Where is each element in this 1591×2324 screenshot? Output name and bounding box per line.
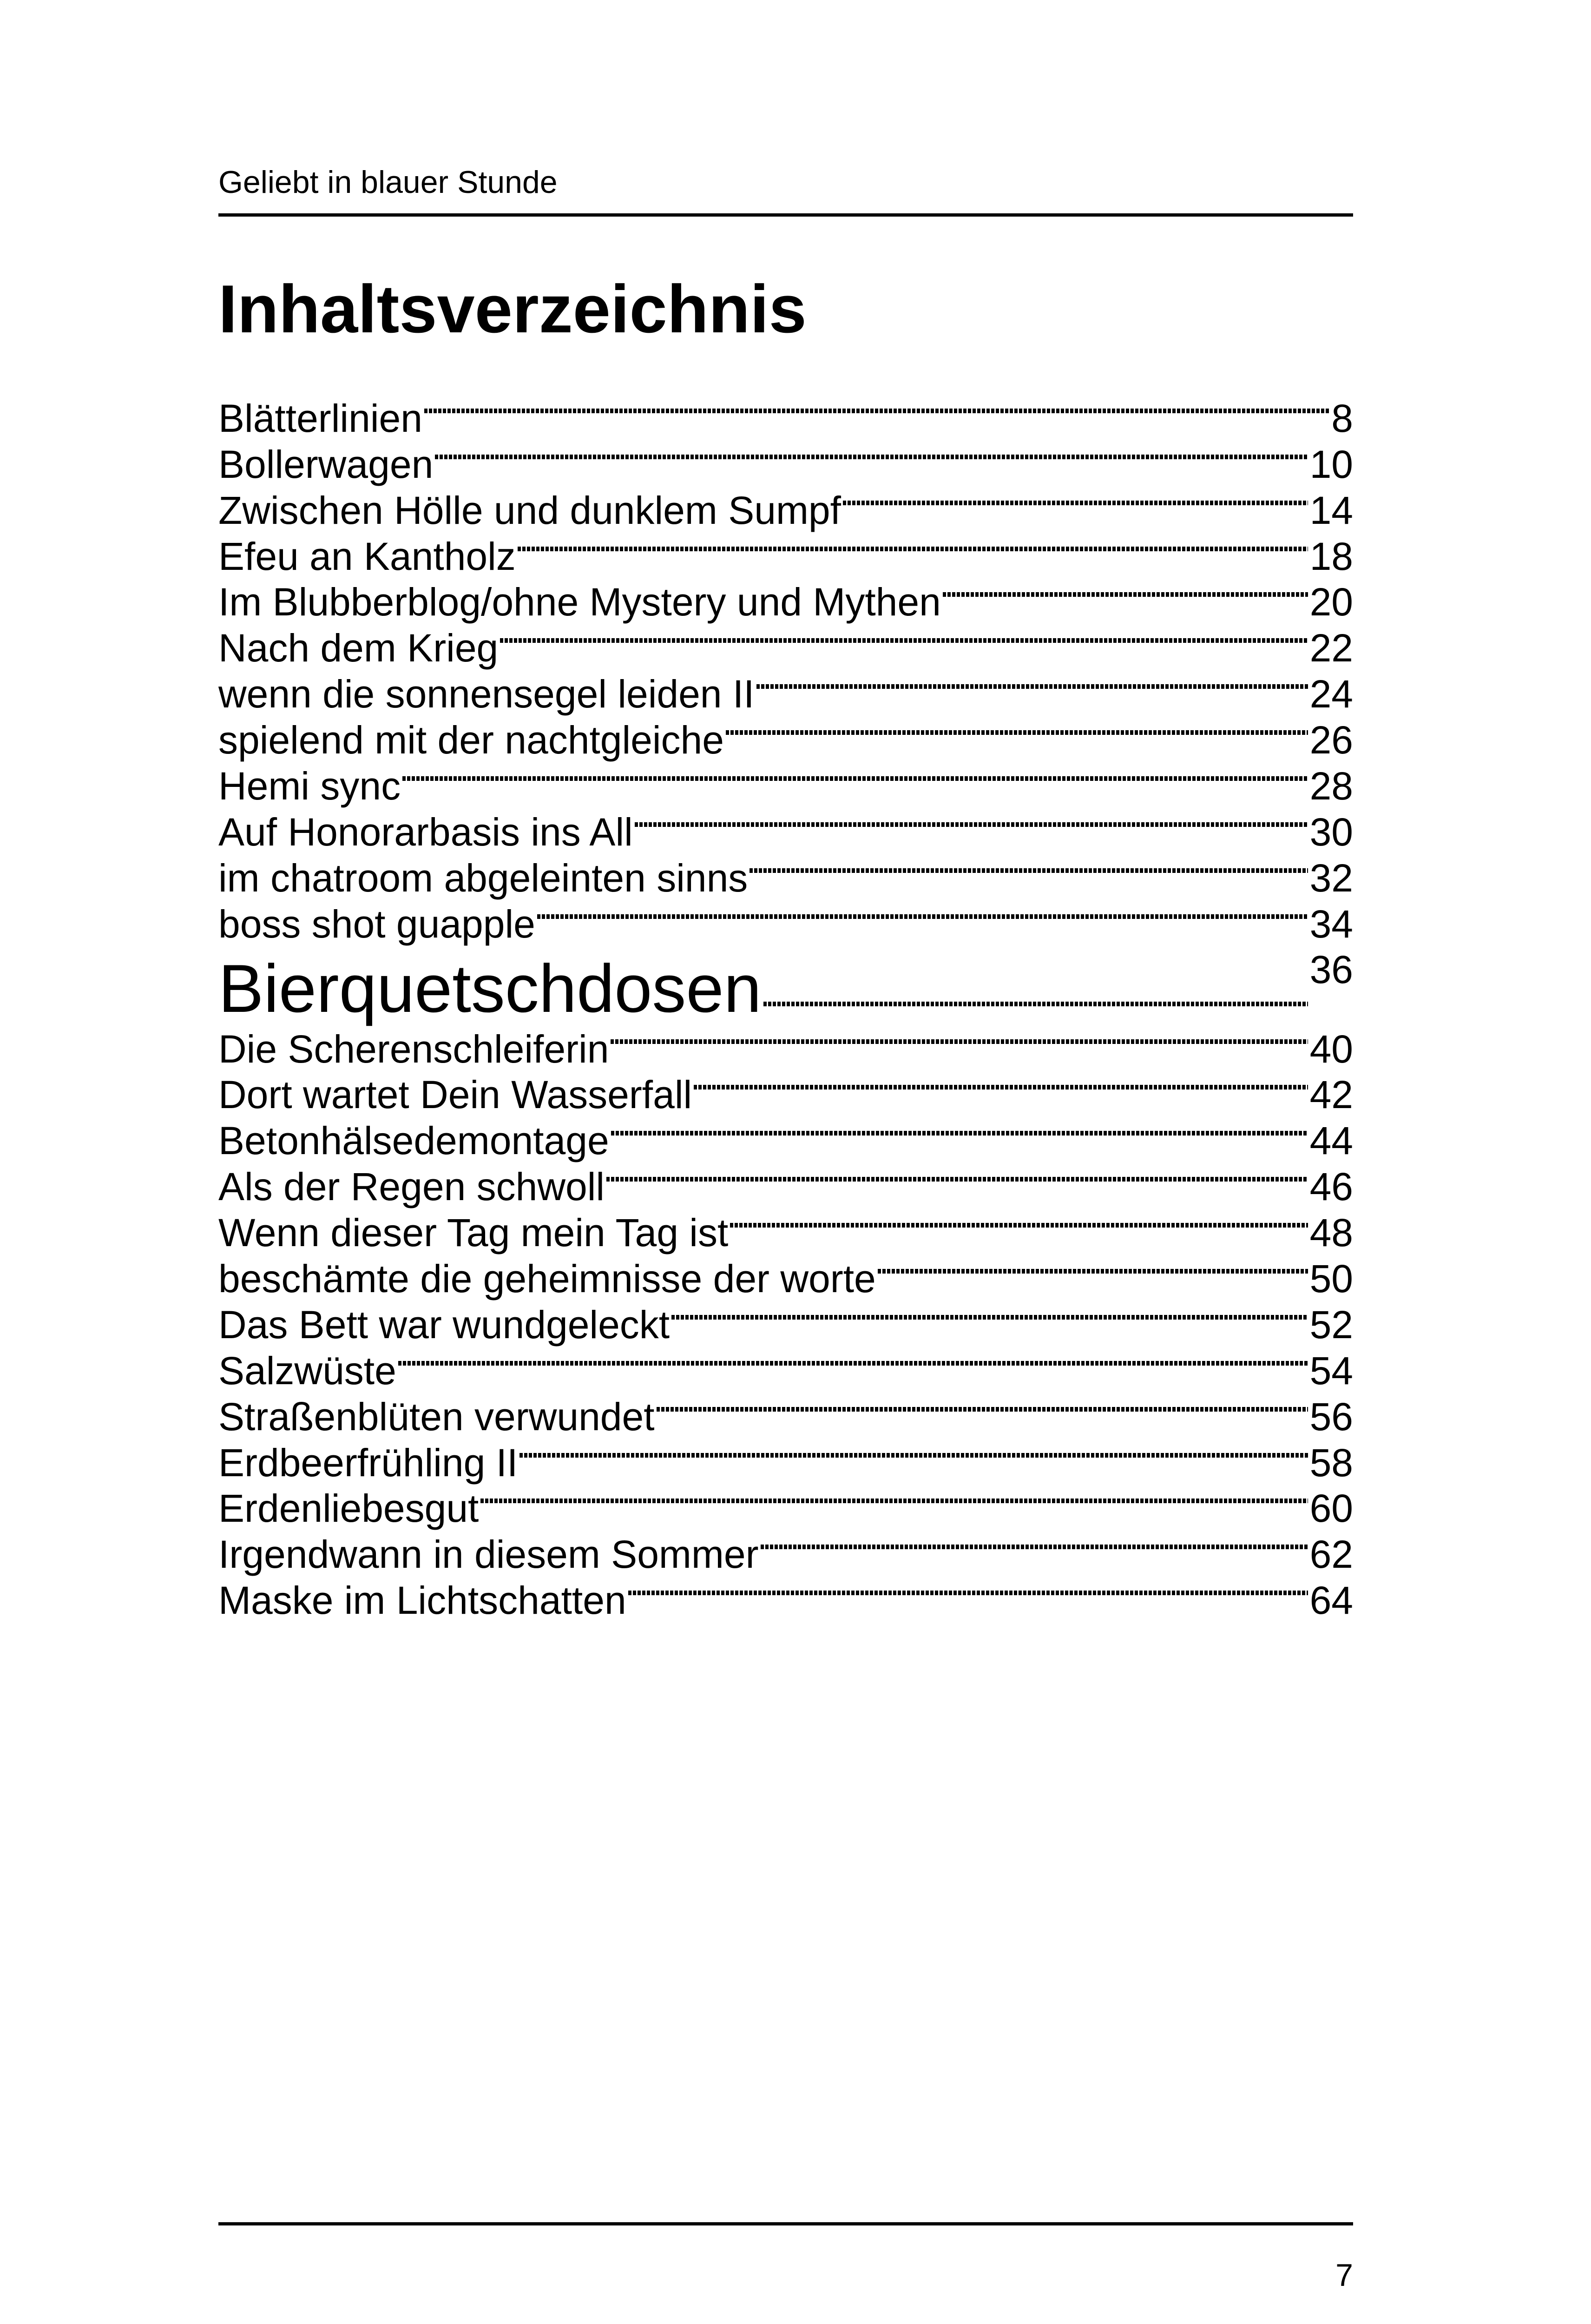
toc-entry-page: 28 — [1309, 764, 1353, 808]
toc-entry — [218, 1301, 1353, 1347]
toc-entry — [218, 1163, 1353, 1209]
toc-entry-title: beschämte die geheimnisse der worte — [218, 1257, 876, 1301]
toc-dot-leader — [943, 592, 1308, 597]
footer-rule — [218, 2222, 1353, 2225]
toc-entry — [218, 1209, 1353, 1255]
toc-dot-leader — [730, 1223, 1308, 1228]
toc-entry-title: Betonhälsedemontage — [218, 1119, 609, 1163]
toc-dot-leader — [628, 1591, 1308, 1595]
toc-dot-leader — [726, 730, 1308, 735]
toc-entry-page: 48 — [1309, 1211, 1353, 1255]
running-header-title: Geliebt in blauer Stunde — [218, 165, 558, 200]
toc-entry-page: 24 — [1309, 672, 1353, 716]
toc-entry-page: 44 — [1309, 1119, 1353, 1163]
toc-entry-title: Hemi sync — [218, 764, 401, 808]
toc-dot-leader — [398, 1361, 1308, 1366]
toc-entry — [218, 1531, 1353, 1577]
toc-entry-title: boss shot guapple — [218, 902, 535, 946]
toc-entry — [218, 441, 1353, 487]
toc-entry-page: 56 — [1309, 1394, 1353, 1439]
toc-entry-page: 52 — [1309, 1302, 1353, 1347]
toc-entry-title: Maske im Lichtschatten — [218, 1578, 626, 1623]
toc-entry-page: 46 — [1309, 1165, 1353, 1209]
toc-entry-page: 34 — [1309, 902, 1353, 946]
toc-entry-page: 64 — [1309, 1578, 1353, 1623]
toc-entry-title: Irgendwann in diesem Sommer — [218, 1532, 759, 1577]
toc-entry-page: 26 — [1309, 718, 1353, 762]
toc-entry — [218, 901, 1353, 947]
toc-dot-leader — [518, 547, 1308, 551]
toc-entry-page: 36 — [1309, 947, 1353, 991]
toc-dot-leader — [519, 1453, 1308, 1458]
toc-dot-leader — [500, 638, 1308, 643]
toc-entry-title: Zwischen Hölle und dunklem Sumpf — [218, 488, 841, 532]
toc-entry — [218, 855, 1353, 901]
toc-dot-leader — [756, 684, 1308, 689]
toc-entry-title: Straßenblüten verwundet — [218, 1394, 655, 1439]
toc-entry-title: Dort wartet Dein Wasserfall — [218, 1073, 692, 1117]
toc-dot-leader — [402, 776, 1308, 781]
toc-entry — [218, 1026, 1353, 1072]
toc-entry — [218, 533, 1353, 579]
toc-entry-title: spielend mit der nachtgleiche — [218, 718, 724, 762]
toc-dot-leader — [843, 501, 1308, 505]
toc-dot-leader — [749, 868, 1308, 873]
toc-dot-leader — [635, 822, 1308, 827]
toc-entry-title: Erdenliebesgut — [218, 1486, 479, 1531]
toc-dot-leader — [480, 1499, 1308, 1503]
toc-dot-leader — [657, 1407, 1308, 1412]
toc-entry-page: 30 — [1309, 810, 1353, 854]
toc-entry-page: 8 — [1331, 396, 1353, 440]
toc-entry — [218, 1255, 1353, 1301]
toc-dot-leader — [694, 1085, 1308, 1089]
toc-entry-page: 62 — [1309, 1532, 1353, 1577]
toc-entry — [218, 809, 1353, 855]
toc-entry-page: 40 — [1309, 1027, 1353, 1071]
toc-entry — [218, 717, 1353, 763]
toc-entry-page: 10 — [1309, 442, 1353, 486]
toc-entry-page: 22 — [1309, 626, 1353, 670]
toc-entry-page: 54 — [1309, 1348, 1353, 1393]
toc-entry — [218, 1393, 1353, 1439]
toc-entry — [218, 763, 1353, 809]
toc-entry-page: 50 — [1309, 1257, 1353, 1301]
toc-entry-title: Im Blubberblog/ohne Mystery und Mythen — [218, 580, 941, 624]
toc-entry-title: Bierquetschdosen — [218, 950, 762, 1026]
toc-dot-leader — [435, 455, 1308, 459]
toc-entry-title: Das Bett war wundgeleckt — [218, 1302, 670, 1347]
toc-entry — [218, 1072, 1353, 1118]
toc-entry-title: im chatroom abgeleinten sinns — [218, 856, 748, 900]
toc-entry-page: 20 — [1309, 580, 1353, 624]
toc-entry — [218, 487, 1353, 533]
page-title: Inhaltsverzeichnis — [218, 271, 807, 347]
toc-entry-title: Blätterlinien — [218, 396, 422, 440]
toc-dot-leader — [537, 914, 1308, 919]
toc-entry-page: 18 — [1309, 534, 1353, 578]
toc-entry-title: Salzwüste — [218, 1348, 396, 1393]
toc-entry-title: Wenn dieser Tag mein Tag ist — [218, 1211, 729, 1255]
toc-entry — [218, 671, 1353, 717]
toc-dot-leader — [878, 1269, 1308, 1274]
toc-entry-title: wenn die sonnensegel leiden II — [218, 672, 755, 716]
toc-entry — [218, 579, 1353, 625]
table-of-contents — [218, 395, 1353, 1623]
toc-entry — [218, 395, 1353, 441]
toc-entry — [218, 1486, 1353, 1532]
toc-dot-leader — [763, 1002, 1308, 1006]
toc-entry — [218, 1439, 1353, 1486]
toc-entry-title: Efeu an Kantholz — [218, 534, 516, 578]
toc-entry-title: Bollerwagen — [218, 442, 434, 486]
toc-entry-title: Erdbeerfrühling II — [218, 1440, 518, 1485]
toc-entry-page: 58 — [1309, 1440, 1353, 1485]
toc-entry-page: 14 — [1309, 488, 1353, 532]
toc-dot-leader — [424, 409, 1329, 413]
page-number: 7 — [1335, 2258, 1353, 2293]
toc-section-entry — [218, 947, 1353, 1026]
toc-entry — [218, 1347, 1353, 1393]
toc-dot-leader — [761, 1545, 1308, 1549]
toc-dot-leader — [611, 1039, 1308, 1044]
toc-entry — [218, 1577, 1353, 1623]
toc-entry-title: Nach dem Krieg — [218, 626, 499, 670]
toc-entry-page: 60 — [1309, 1486, 1353, 1531]
toc-dot-leader — [611, 1131, 1308, 1136]
toc-entry-title: Die Scherenschleiferin — [218, 1027, 609, 1071]
toc-entry — [218, 1117, 1353, 1163]
toc-entry-title: Auf Honorarbasis ins All — [218, 810, 633, 854]
toc-entry-page: 42 — [1309, 1073, 1353, 1117]
toc-entry — [218, 625, 1353, 671]
header-rule — [218, 213, 1353, 217]
toc-dot-leader — [671, 1315, 1308, 1320]
toc-dot-leader — [606, 1177, 1308, 1182]
toc-entry-page: 32 — [1309, 856, 1353, 900]
toc-entry-title: Als der Regen schwoll — [218, 1165, 605, 1209]
